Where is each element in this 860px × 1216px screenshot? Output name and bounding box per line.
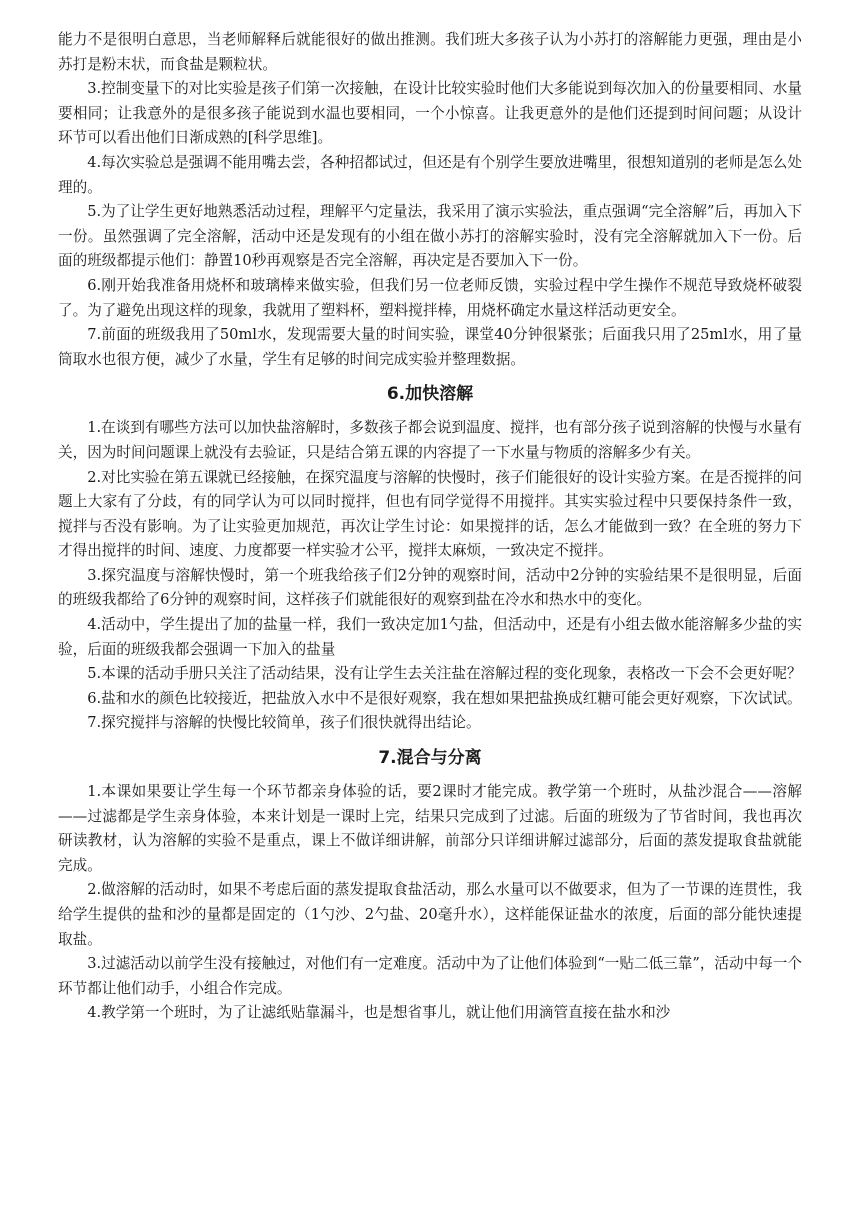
document-page [58, 28, 802, 1026]
paragraph-item: 7.前面的班级我用了50ml水，发现需要大量的时间实验，课堂40分钟很紧张；后面我只用了25ml水，用了量筒取水也很方便，减少了水量，学生有足够的时间完成实验并整理数据。 [58, 326, 802, 368]
paragraph-item: 3.控制变量下的对比实验是孩子们第一次接触，在设计比较实验时他们大多能说到每次加入的份量要相同、水量要相同；让我意外的是很多孩子能说到水温也要相同，一个小惊喜。让我更意外的是他们还提到时间问题；从设计环节可以看出他们日渐成熟的[科学思维]。 [58, 80, 802, 147]
paragraph-item: 4.活动中，学生提出了加的盐量一样，我们一致决定加1勺盐，但活动中，还是有小组去做水能溶解多少盐的实验，后面的班级我都会强调一下加入的盐量 [58, 616, 802, 658]
intro-section [58, 28, 802, 372]
paragraph-item: 5.本课的活动手册只关注了活动结果，没有让学生去关注盐在溶解过程的变化现象，表格改一下会不会更好呢？ [87, 665, 802, 683]
section-7 [58, 746, 802, 1026]
section-6 [58, 382, 802, 736]
paragraph-item: 5.为了让学生更好地熟悉活动过程，理解平勺定量法，我采用了演示实验法，重点强调“完全溶解”后，再加入下一份。虽然强调了完全溶解，活动中还是发现有的小组在做小苏打的溶解实验时，没有完全溶解就加入下一份。后面的班级都提示他们：静置10秒再观察是否完全溶解，再决定是否要加入下一份。 [58, 203, 802, 270]
paragraph-item: 6.刚开始我准备用烧杯和玻璃棒来做实验，但我们另一位老师反馈，实验过程中学生操作不规范导致烧杯破裂了。为了避免出现这样的现象，我就用了塑料杯，塑料搅拌棒，用烧杯确定水量这样活动更安全。 [58, 276, 802, 319]
paragraph-item: 3.过滤活动以前学生没有接触过，对他们有一定难度。活动中为了让他们体验到“一贴二低三靠”，活动中每一个环节都让他们动手，小组合作完成。 [58, 955, 802, 997]
paragraph-item: 7.探究搅拌与溶解的快慢比较简单，孩子们很快就得出结论。 [87, 714, 481, 732]
section-7-title: 7.混合与分离 [378, 748, 482, 769]
paragraph-item: 1.在谈到有哪些方法可以加快盐溶解时，多数孩子都会说到温度、搅拌，也有部分孩子说到溶解的快慢与水量有关，因为时间问题课上就没有去验证，只是结合第五课的内容提了一下水量与物质的溶解多少有关。 [58, 419, 802, 461]
paragraph-continued: 能力不是很明白意思，当老师解释后就能很好的做出推测。我们班大多孩子认为小苏打的溶解能力更强，理由是小苏打是粉末状，而食盐是颗粒状。 [58, 31, 802, 73]
paragraph-item: 1.本课如果要让学生每一个环节都亲身体验的话，要2课时才能完成。教学第一个班时，从盐沙混合——溶解——过滤都是学生亲身体验，本来计划是一课时上完，结果只完成到了过滤。后面的班级为了节省时间，我也再次研读教材，认为溶解的实验不是重点，课上不做详细讲解，前部分只详细讲解过滤部分，后面的蒸发提取食盐就能完成。 [58, 783, 802, 874]
section-6-title: 6.加快溶解 [386, 384, 474, 405]
paragraph-item: 2.做溶解的活动时，如果不考虑后面的蒸发提取食盐活动，那么水量可以不做要求，但为了一节课的连贯性，我给学生提供的盐和沙的量都是固定的（1勺沙、2勺盐、20毫升水），这样能保证盐水的浓度，后面的部分能快速提取盐。 [58, 881, 802, 948]
paragraph-item: 2.对比实验在第五课就已经接触，在探究温度与溶解的快慢时，孩子们能很好的设计实验方案。在是否搅拌的问题上大家有了分歧，有的同学认为可以同时搅拌，但也有同学觉得不用搅拌。其实实验过程中只要保持条件一致，搅拌与否没有影响。为了让实验更加规范，再次让学生讨论：如果搅拌的话，怎么才能做到一致？在全班的努力下才得出搅拌的时间、速度、力度都要一样实验才公平，搅拌太麻烦，一致决定不搅拌。 [58, 468, 802, 560]
paragraph-item: 4.每次实验总是强调不能用嘴去尝，各种招都试过，但还是有个别学生要放进嘴里，很想知道别的老师是怎么处理的。 [58, 153, 802, 196]
paragraph-item: 4.教学第一个班时，为了让滤纸贴靠漏斗，也是想省事儿，就让他们用滴管直接在盐水和沙 [87, 1004, 671, 1022]
paragraph-item: 3.探究温度与溶解快慢时，第一个班我给孩子们2分钟的观察时间，活动中2分钟的实验结果不是很明显，后面的班级我都给了6分钟的观察时间，这样孩子们就能很好的观察到盐在冷水和热水中的变化。 [58, 566, 802, 609]
paragraph-item: 6.盐和水的颜色比较接近，把盐放入水中不是很好观察，我在想如果把盐换成红糖可能会更好观察，下次试试。 [87, 689, 802, 707]
